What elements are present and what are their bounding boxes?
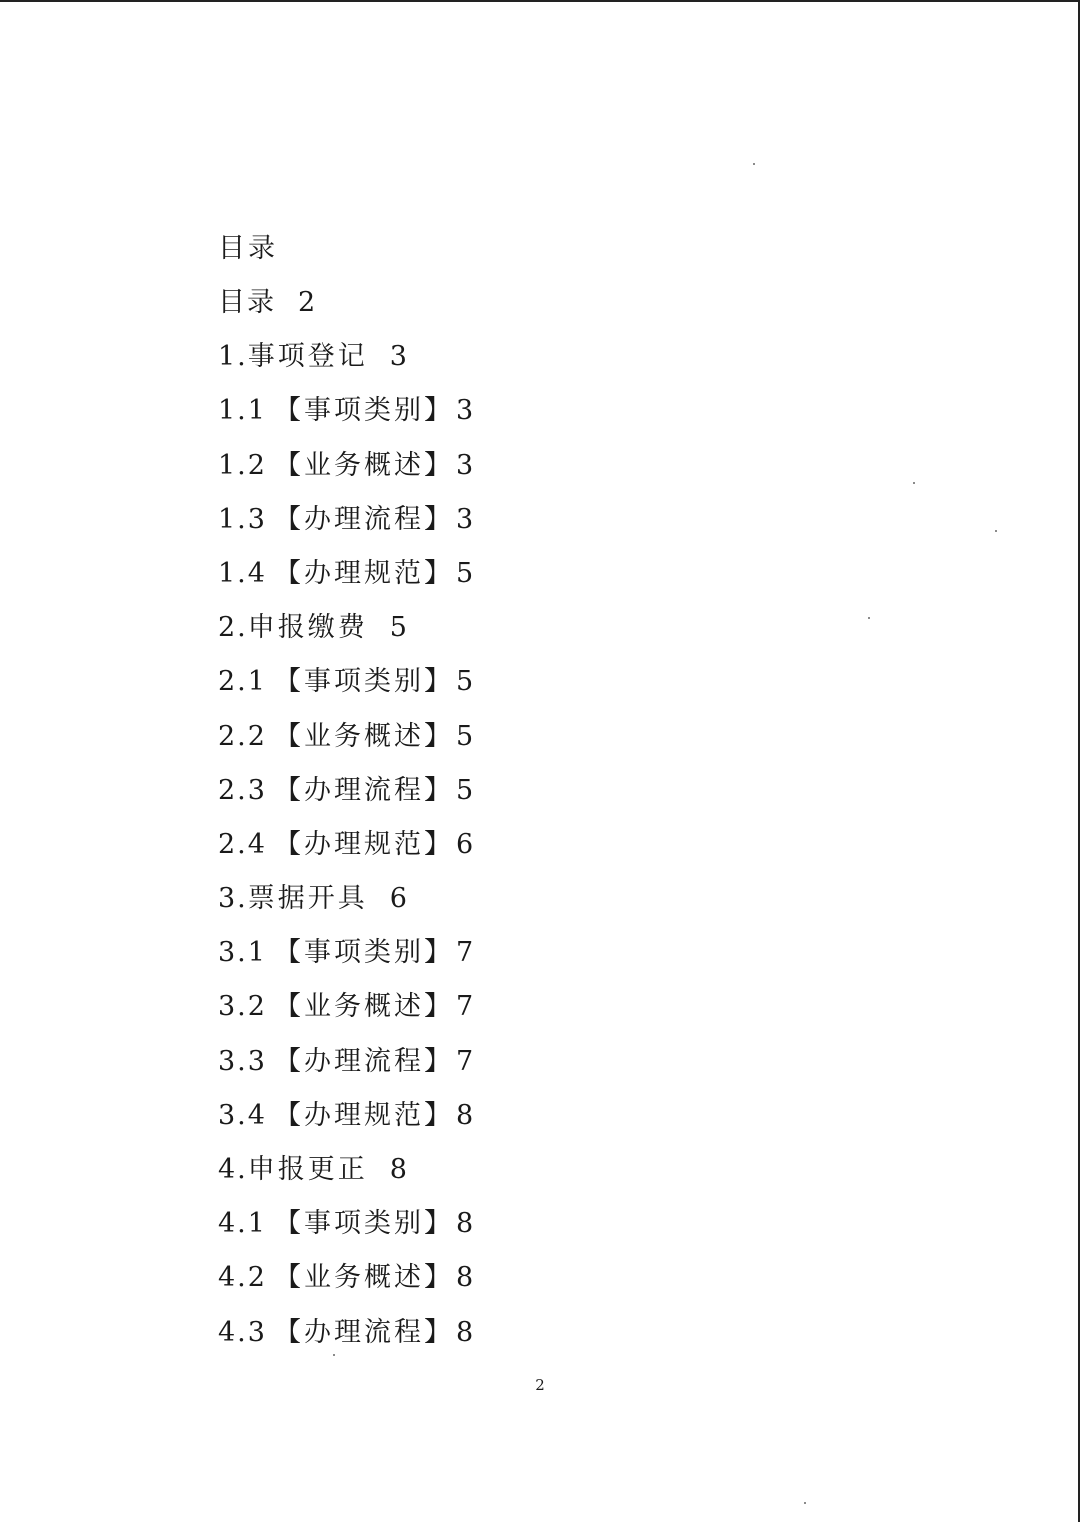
toc-entry-number: 3. (218, 883, 248, 915)
toc-entry-page: 6 (456, 828, 474, 860)
toc-entry-number: 2. (218, 612, 248, 644)
toc-section-entry[interactable] (218, 926, 618, 980)
toc-entry-page: 3 (456, 449, 474, 481)
toc-section-entry[interactable] (218, 1306, 618, 1360)
scan-speck (868, 617, 870, 619)
toc-section-entry[interactable] (218, 1197, 618, 1251)
toc-entry-page: 8 (456, 1099, 474, 1131)
toc-entry-page: 7 (456, 1045, 474, 1077)
toc-entry-number: 2.2 (218, 720, 267, 752)
toc-chapter-entry[interactable] (218, 601, 618, 655)
toc-entry-label: 【办理流程】 (274, 1316, 454, 1348)
toc-section-entry[interactable] (218, 1251, 618, 1305)
toc-entry-number: 3.4 (218, 1099, 267, 1131)
toc-entry-number: 目录 (218, 287, 276, 318)
toc-entry-label: 【事项类别】 (274, 666, 454, 698)
toc-entry-page: 7 (456, 937, 474, 969)
toc-list (218, 276, 618, 1360)
toc-section-entry[interactable] (218, 710, 618, 764)
toc-entry-page: 5 (456, 557, 474, 589)
toc-entry-number: 2.1 (218, 666, 267, 698)
toc-entry-number: 2.4 (218, 828, 267, 860)
toc-entry-page: 3 (456, 503, 474, 535)
toc-entry-number: 3.2 (218, 991, 267, 1023)
toc-entry-number: 4.3 (218, 1316, 267, 1348)
scan-speck (753, 163, 755, 165)
toc-entry-number: 4. (218, 1154, 248, 1185)
toc-entry-label: 【办理流程】 (274, 1045, 454, 1077)
page-number: 2 (535, 1376, 545, 1394)
toc-entry-page: 2 (298, 287, 316, 318)
toc-entry-label: 申报缴费 (247, 612, 368, 644)
toc-entry-page: 3 (389, 341, 407, 373)
toc-section-entry[interactable] (218, 1089, 618, 1143)
toc-entry-page: 3 (456, 395, 474, 427)
toc-entry-label: 【办理流程】 (274, 774, 454, 806)
toc-entry-page: 5 (456, 666, 474, 698)
scan-edge-top (0, 0, 1080, 2)
toc-entry-number: 3.3 (218, 1045, 267, 1077)
toc-entry-page: 5 (456, 774, 474, 806)
toc-entry-label: 【事项类别】 (274, 1208, 454, 1240)
toc-entry-number: 1.3 (218, 503, 267, 535)
toc-entry-page: 8 (456, 1208, 474, 1240)
toc-entry-label: 【事项类别】 (274, 937, 454, 969)
table-of-contents (218, 222, 618, 1360)
toc-section-entry[interactable] (218, 1035, 618, 1089)
toc-chapter-entry[interactable] (218, 276, 618, 330)
toc-entry-label: 【办理规范】 (274, 828, 454, 860)
toc-entry-number: 1.2 (218, 449, 267, 481)
toc-chapter-entry[interactable] (218, 330, 618, 384)
toc-entry-label: 事项登记 (247, 341, 368, 373)
toc-chapter-entry[interactable] (218, 872, 618, 926)
scan-speck (995, 530, 997, 532)
scan-speck (333, 1354, 335, 1356)
toc-entry-label: 票据开具 (247, 883, 368, 915)
toc-section-entry[interactable] (218, 384, 618, 438)
toc-entry-label: 【业务概述】 (274, 991, 454, 1023)
toc-entry-label: 申报更正 (247, 1154, 368, 1185)
toc-entry-page: 6 (389, 883, 407, 915)
toc-heading: 目录 (218, 233, 278, 264)
toc-chapter-entry[interactable] (218, 1143, 618, 1197)
toc-entry-label: 【办理规范】 (274, 557, 454, 589)
toc-entry-label: 【事项类别】 (274, 395, 454, 427)
toc-entry-page: 8 (389, 1154, 407, 1185)
toc-entry-number: 1.4 (218, 557, 267, 589)
toc-entry-page: 7 (456, 991, 474, 1023)
toc-entry-page: 5 (389, 612, 407, 644)
toc-section-entry[interactable] (218, 493, 618, 547)
toc-entry-label: 【业务概述】 (274, 720, 454, 752)
toc-section-entry[interactable] (218, 818, 618, 872)
toc-section-entry[interactable] (218, 439, 618, 493)
scan-speck (913, 482, 915, 484)
toc-section-entry[interactable] (218, 764, 618, 818)
toc-entry-label: 【业务概述】 (274, 449, 454, 481)
toc-entry-number: 1. (218, 341, 248, 373)
toc-section-entry[interactable] (218, 980, 618, 1034)
toc-section-entry[interactable] (218, 655, 618, 709)
toc-entry-number: 4.1 (218, 1208, 267, 1240)
toc-entry-number: 4.2 (218, 1262, 267, 1294)
toc-entry-number: 3.1 (218, 937, 267, 969)
toc-entry-label: 【业务概述】 (274, 1262, 454, 1294)
toc-entry-number: 2.3 (218, 774, 267, 806)
toc-section-entry[interactable] (218, 547, 618, 601)
toc-entry-page: 5 (456, 720, 474, 752)
toc-entry-label: 【办理流程】 (274, 503, 454, 535)
toc-entry-number: 1.1 (218, 395, 267, 427)
toc-entry-page: 8 (456, 1262, 474, 1294)
scan-speck (804, 1502, 806, 1504)
toc-entry-page: 8 (456, 1316, 474, 1348)
toc-entry-label: 【办理规范】 (274, 1099, 454, 1131)
